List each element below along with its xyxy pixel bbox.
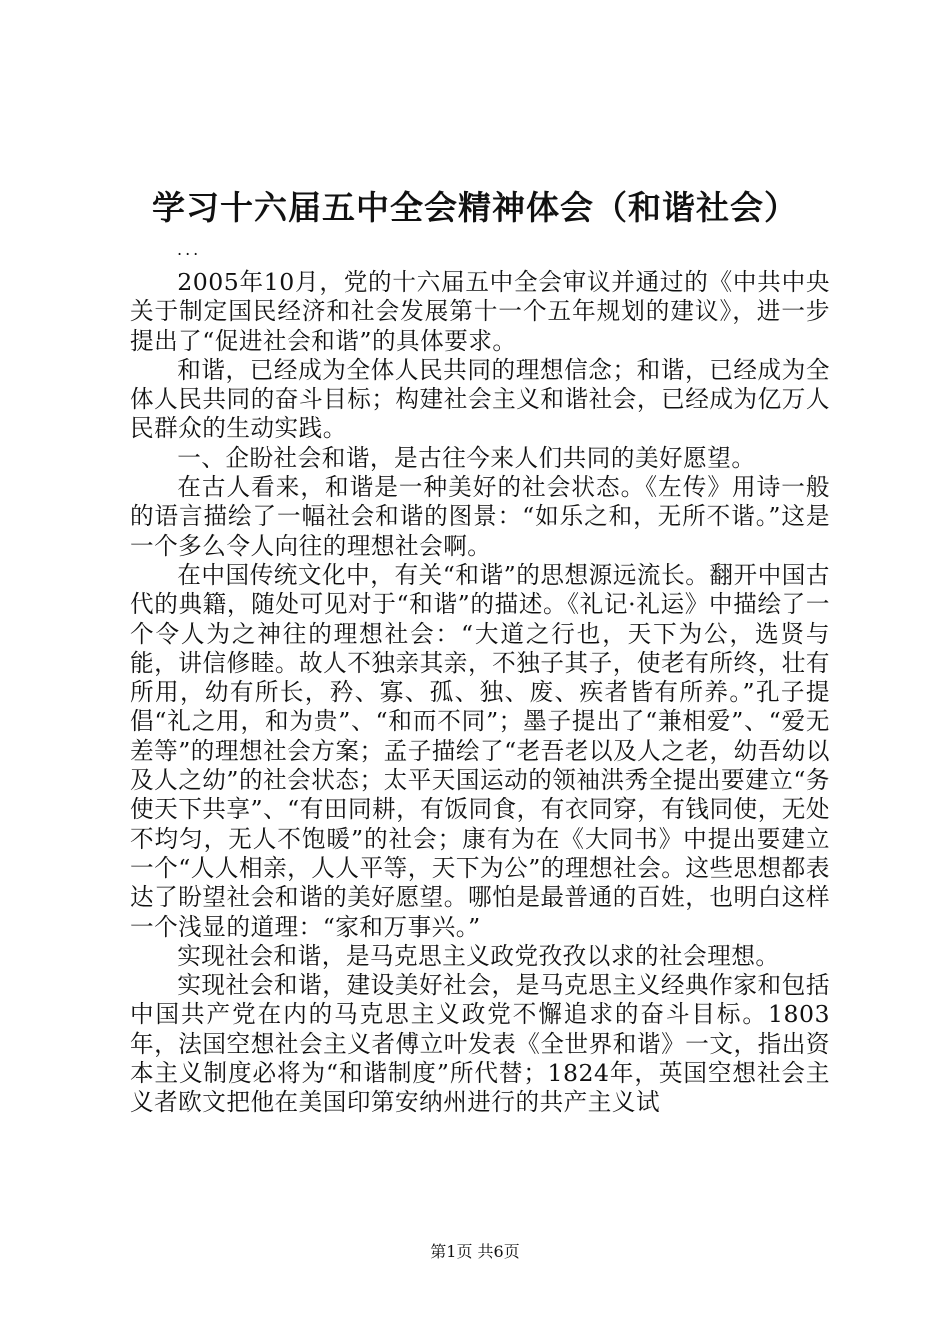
document-title: 学习十六届五中全会精神体会（和谐社会） <box>152 188 798 227</box>
paragraph-1: 2005年10月，党的十六届五中全会审议并通过的《中共中央关于制定国民经济和社会发展第十一个五年规划的建议》，进一步提出了“促进社会和谐”的具体要求。 <box>130 268 830 355</box>
paragraph-6: 实现社会和谐，建设美好社会，是马克思主义经典作家和包括中国共产党在内的马克思主义政党不懈追求的奋斗目标。1803年，法国空想社会主义者傅立叶发表《全世界和谐》一文，指出资本主义制度必将为“和谐制度”所代替；1824年，英国空想社会主义者欧文把他在美国印第安纳州进行的共产主义试 <box>130 971 830 1117</box>
document-body <box>130 268 830 1118</box>
paragraph-3: 在古人看来，和谐是一种美好的社会状态。《左传》用诗一般的语言描绘了一幅社会和谐的图景：“如乐之和，无所不谐。”这是一个多么令人向往的理想社会啊。 <box>130 473 830 560</box>
page-footer: 第1页 共6页 <box>430 1242 520 1261</box>
section-heading-1: 一、企盼社会和谐，是古往今来人们共同的美好愿望。 <box>177 443 756 472</box>
ellipsis-marker: ... <box>177 240 202 259</box>
paragraph-5: 实现社会和谐，是马克思主义政党孜孜以求的社会理想。 <box>177 941 780 970</box>
paragraph-4: 在中国传统文化中，有关“和谐”的思想源远流长。翻开中国古代的典籍，随处可见对于“和谐”的描述。《礼记·礼运》中描绘了一个令人为之神往的理想社会：“大道之行也，天下为公，选贤与能，讲信修睦。故人不独亲其亲，不独子其子，使老有所终，壮有所用，幼有所长，矜、寡、孤、独、废、疾者皆有所养。”孔子提倡“礼之用，和为贵”、“和而不同”；墨子提出了“兼相爱”、“爱无差等”的理想社会方案；孟子描绘了“老吾老以及人之老，幼吾幼以及人之幼”的社会状态；太平天国运动的领袖洪秀全提出要建立“务使天下共享”、“有田同耕，有饭同食，有衣同穿，有钱同使，无处不均匀，无人不饱暖”的社会；康有为在《大同书》中提出要建立一个“人人相亲，人人平等，天下为公”的理想社会。这些思想都表达了盼望社会和谐的美好愿望。哪怕是最普通的百姓，也明白这样一个浅显的道理：“家和万事兴。” <box>130 560 830 941</box>
paragraph-2: 和谐，已经成为全体人民共同的理想信念；和谐，已经成为全体人民共同的奋斗目标；构建社会主义和谐社会，已经成为亿万人民群众的生动实践。 <box>130 355 830 443</box>
